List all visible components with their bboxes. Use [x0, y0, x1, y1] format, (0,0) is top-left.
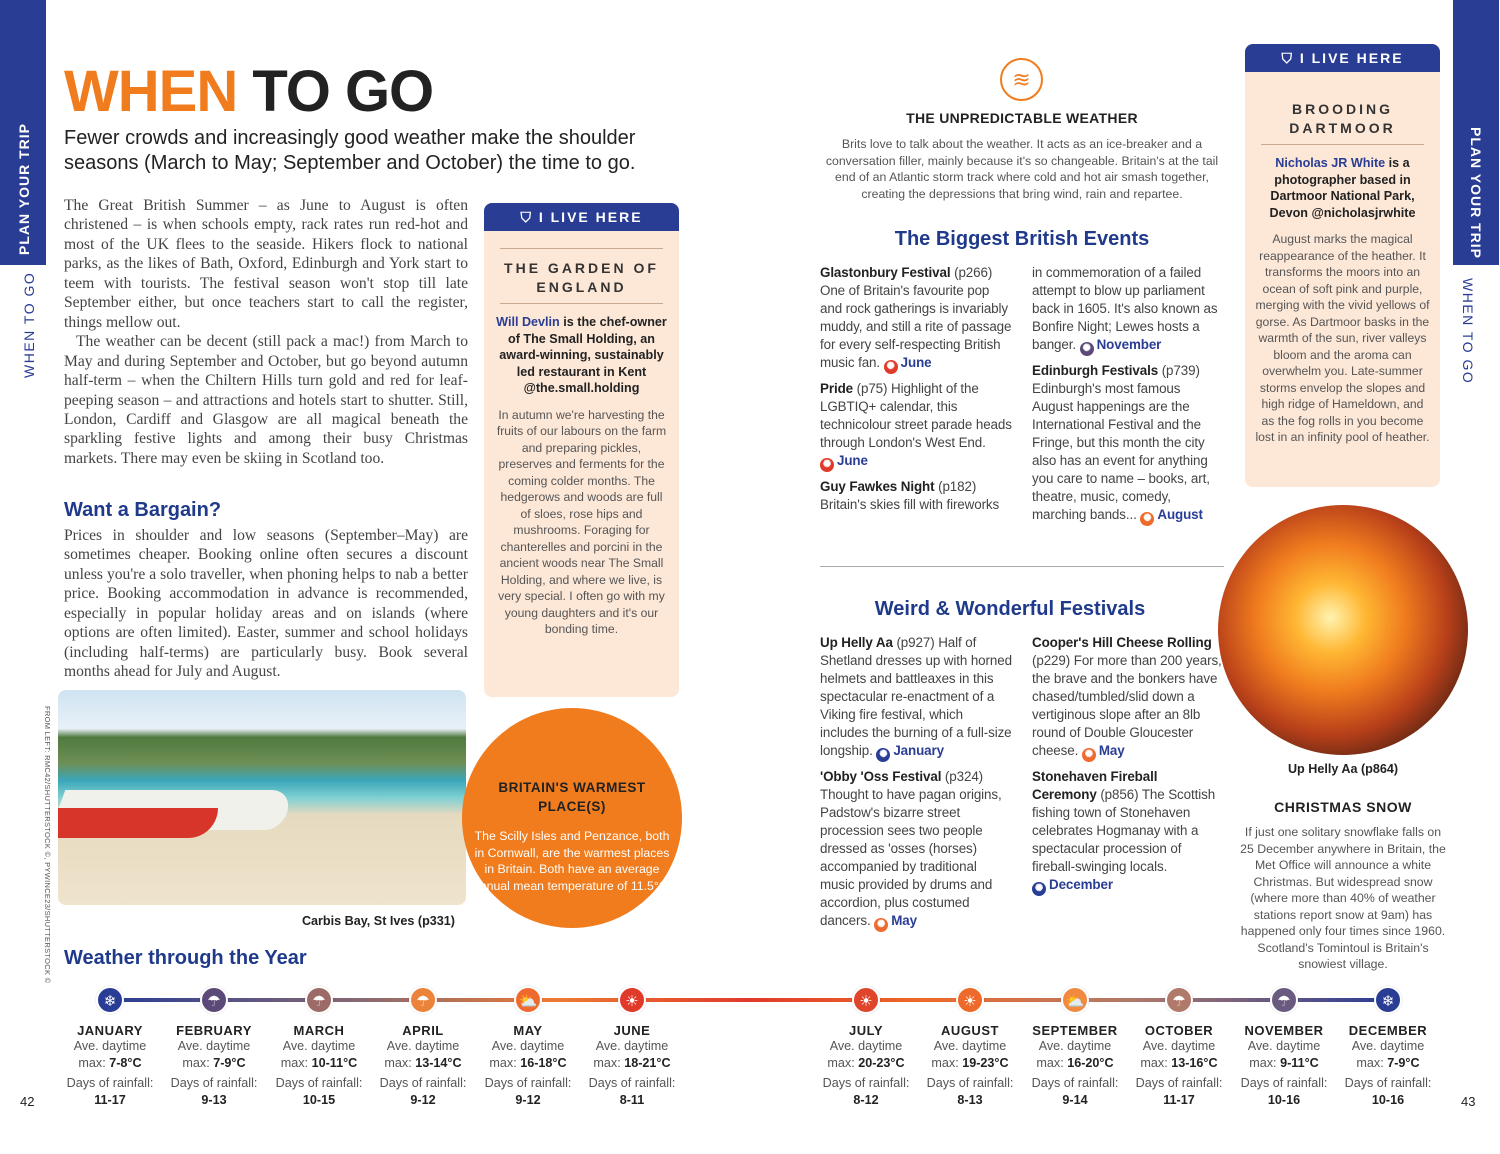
event-page-ref: (p266): [950, 265, 993, 280]
month-icon: ✺: [874, 918, 888, 932]
temp-value: max: 18-21°C: [593, 1055, 671, 1070]
month-icon: ✺: [1140, 512, 1154, 526]
temp-value: max: 9-11°C: [1249, 1055, 1319, 1070]
i-live-here-box-left: [484, 203, 679, 697]
event-text: Half of Shetland dresses up with horned helmets and battleaxes in this spectacular re-enactment of a Viking fire festival, which includes the burning of a full-size longship.: [820, 635, 1012, 758]
section-tab-right: [1453, 0, 1499, 265]
month-february: [159, 986, 269, 1108]
weather-heading: Weather through the Year: [64, 947, 307, 969]
temp-label: Ave. daytime: [1351, 1039, 1425, 1053]
event-text: The Scottish fishing town of Stonehaven celebrates Hogmanay with a spectacular procession of fireball-swinging locals.: [1032, 787, 1216, 874]
box-text: In autumn we're harvesting the fruits of our labours on the farm and preparing pickles, preserves and ferments for the coming colder months. The hedgerows and woods are full of sloes, rose hips and mushrooms. Foraging for chanterelles and porcini in the ancient woods near The Small Holding, and where we live, is very special. I often go with my young daughters and it's our bonding time.: [496, 407, 667, 636]
box-title: BROODING DARTMOOR: [1261, 100, 1424, 145]
snowflake-icon: ❄: [1374, 986, 1402, 1014]
month-october: [1124, 986, 1234, 1108]
box-text: August marks the magical reappearance of the heather. It transforms the moors into an ocean of soft pink and purple, merging with the vivid yellows of gorse. As Dartmoor basks in the warmth of the sun, river valleys bloom and the aroma can overwhelm you. Late-summer storms envelop the slopes and high ridge of Hameldown, and as the fog rolls in you become lost in an infinity pool of heather.: [1255, 232, 1430, 444]
event-page-ref: (p182): [934, 479, 977, 494]
warmest-text: The Scilly Isles and Penzance, both in Cornwall, are the warmest places in Britain. Both have an average annual mean temperature of 11.5°C.: [472, 829, 672, 893]
event-month: January: [893, 743, 944, 758]
month-name: APRIL: [402, 1023, 444, 1038]
month-january: [55, 986, 165, 1108]
rain-label: Days of rainfall:: [822, 1076, 910, 1090]
month-name: JANUARY: [77, 1023, 143, 1038]
temp-value: max: 7-8°C: [78, 1055, 142, 1070]
festivals-heading: Weird & Wonderful Festivals: [874, 598, 1146, 620]
month-april: [368, 986, 478, 1108]
rain-value: 8-13: [957, 1092, 983, 1107]
event-name: Stonehaven Fireball Ceremony: [1032, 769, 1158, 802]
event-month: June: [837, 453, 868, 468]
box-bio: Will Devlin is the chef-owner of The Small Holding, an award-winning, sustainably led restaurant in Kent @the.small.holding: [496, 315, 667, 395]
sun-icon: ☀: [956, 986, 984, 1014]
events-list: [820, 264, 1224, 534]
month-name: MARCH: [293, 1023, 345, 1038]
rain-value: 9-14: [1062, 1092, 1088, 1107]
event-item: [820, 380, 1012, 472]
event-item: [1032, 768, 1224, 896]
rain-value: 11-17: [94, 1092, 126, 1107]
temp-value: max: 13-14°C: [384, 1055, 462, 1070]
month-march: [264, 986, 374, 1108]
event-page-ref: (p739): [1158, 363, 1200, 378]
event-text: Highlight of the LGBTIQ+ calendar, this technicolour street parade heads through London's West End.: [820, 381, 1012, 450]
rain-cloud-icon: ☂: [305, 986, 333, 1014]
festivals-list: [820, 634, 1224, 954]
event-month: August: [1157, 507, 1203, 522]
rain-value: 10-16: [1371, 1092, 1405, 1107]
month-icon: ✺: [1080, 342, 1094, 356]
event-name: Glastonbury Festival: [820, 265, 951, 280]
rain-value: 8-12: [853, 1092, 879, 1107]
temp-label: Ave. daytime: [933, 1039, 1007, 1053]
wind-icon: ≋: [1000, 58, 1043, 101]
month-september: [1020, 986, 1130, 1108]
temp-label: Ave. daytime: [73, 1039, 147, 1053]
month-december: [1333, 986, 1443, 1108]
temp-label: Ave. daytime: [1142, 1039, 1216, 1053]
chapter-label-right: WHEN TO GO: [1460, 278, 1476, 385]
event-page-ref: (p856): [1096, 787, 1142, 802]
fire-caption: Up Helly Aa (p864): [1287, 762, 1399, 776]
bargain-heading: Want a Bargain?: [64, 499, 222, 521]
temp-label: Ave. daytime: [282, 1039, 356, 1053]
event-text: Thought to have pagan origins, Padstow's bizarre street procession sees two people dressed as 'osses (horses) accompanied by traditional music provided by drums and accordion, plus costumed dancers.: [820, 787, 1002, 928]
event-month: May: [1098, 743, 1125, 758]
event-month: June: [900, 355, 932, 370]
bargain-text: Prices in shoulder and low seasons (September–May) are sometimes cheaper. Booking online often secures a discount unless you're a solo traveller, when phoning helps to nab a better price. Booking accommodation in advance is recommended, especially in popular holiday areas and on islands (where options are often limited). Easter, summer and school holidays (including half-terms) are particularly busy. Book several months ahead for July and August.: [64, 527, 468, 681]
fire-festival-photo: [1218, 505, 1468, 755]
intro-text: The Great British Summer – as June to August is often christened – is when schools empty, rack rates run red-hot and most of the UK flees to the seaside. Hikers flock to national parks, as the likes of Bath, Oxford, Edinburgh and York start to teem with tourists. The festival season won't stop till late September either, but once teachers start to call the register, things mellow out. The weather can be decent (still pack a mac!) from March to May and during September and October, but go beyond autumn half-term – when the Chiltern Hills turn gold and red for leaf-peeping season – and attractions and hotels start to shutter. Still, London, Cardiff and Glasgow are all magical beneath the sparkling festive lights and among their busy Christmas markets. There may even be skiing in Scotland too.: [64, 197, 468, 467]
month-icon: ✺: [1032, 882, 1046, 896]
unpredictable-text: Brits love to talk about the weather. It acts as an ice-breaker and a conversation filler, mainly because it's so changeable. Britain's at the tail end of an Atlantic storm track where cold and hot air smash together, creating the depressions that bring wind, rain and repartee.: [825, 137, 1219, 201]
temp-value: max: 20-23°C: [827, 1055, 905, 1070]
rain-label: Days of rainfall:: [1135, 1076, 1223, 1090]
warmest-place-circle: [462, 708, 682, 928]
rain-cloud-icon: ☂: [1270, 986, 1298, 1014]
rain-label: Days of rainfall:: [170, 1076, 258, 1090]
month-name: FEBRUARY: [176, 1023, 252, 1038]
month-june: [577, 986, 687, 1108]
rain-value: 10-15: [302, 1092, 336, 1107]
beach-caption: Carbis Bay, St Ives (p331): [301, 914, 455, 928]
location-pin-icon: ⛉: [520, 209, 539, 225]
beach-photo: [58, 690, 466, 905]
events-heading: The Biggest British Events: [894, 228, 1150, 250]
rain-label: Days of rainfall:: [1240, 1076, 1328, 1090]
temp-label: Ave. daytime: [1038, 1039, 1112, 1053]
event-item: [820, 634, 1012, 762]
location-pin-icon: ⛉: [1281, 50, 1300, 66]
temp-value: max: 13-16°C: [1140, 1055, 1218, 1070]
event-name: Edinburgh Festivals: [1032, 363, 1159, 378]
month-icon: ✺: [884, 360, 898, 374]
chapter-label-left: WHEN TO GO: [21, 271, 37, 378]
rain-value: 10-16: [1267, 1092, 1301, 1107]
event-name: Up Helly Aa: [820, 635, 893, 650]
temp-label: Ave. daytime: [595, 1039, 669, 1053]
divider: [820, 566, 1224, 567]
event-name: 'Obby 'Oss Festival: [820, 769, 942, 784]
rain-value: 11-17: [1163, 1092, 1195, 1107]
event-name: Guy Fawkes Night: [820, 479, 935, 494]
event-item: [1032, 362, 1224, 526]
unpredictable-title: THE UNPREDICTABLE WEATHER: [906, 110, 1138, 126]
month-name: NOVEMBER: [1244, 1023, 1324, 1038]
page-number-right: 43: [1461, 1094, 1476, 1109]
rain-label: Days of rainfall:: [275, 1076, 363, 1090]
event-name: Pride: [820, 381, 853, 396]
sun-cloud-icon: ⛅: [514, 986, 542, 1014]
temp-value: max: 16-20°C: [1036, 1055, 1114, 1070]
rain-label: Days of rainfall:: [1344, 1076, 1432, 1090]
rain-cloud-icon: ☂: [1165, 986, 1193, 1014]
i-live-here-box-right: [1245, 44, 1440, 487]
rain-label: Days of rainfall:: [379, 1076, 467, 1090]
rain-value: 9-12: [515, 1092, 541, 1107]
subtitle: Fewer crowds and increasingly good weather make the shoulder seasons (March to May; September and October) the time to go.: [64, 127, 636, 174]
month-name: MAY: [513, 1023, 543, 1038]
month-july: [811, 986, 921, 1108]
event-item: [820, 768, 1012, 932]
photo-credit: FROM LEFT: RMC42/SHUTTERSTOCK ©, PYWINCE23/SHUTTERSTOCK ©: [43, 706, 52, 984]
temp-value: max: 16-18°C: [489, 1055, 567, 1070]
section-label-right: PLAN YOUR TRIP: [1468, 127, 1484, 259]
event-page-ref: (p324): [941, 769, 984, 784]
temp-label: Ave. daytime: [1247, 1039, 1321, 1053]
snow-text: If just one solitary snowflake falls on 25 December anywhere in Britain, the Met Office will announce a white Christmas. But widespread snow (where more than 40% of weather stations report snow at 9am) has happened only four times since 1960. Scotland's Tomintoul is Britain's snowiest village.: [1240, 825, 1446, 971]
i-live-here-header: ⛉ I LIVE HERE: [1245, 44, 1440, 72]
rain-label: Days of rainfall:: [1031, 1076, 1119, 1090]
event-page-ref: (p229): [1032, 653, 1074, 668]
event-month: May: [891, 913, 917, 928]
month-name: DECEMBER: [1348, 1023, 1428, 1038]
month-name: OCTOBER: [1144, 1023, 1214, 1038]
event-item: [1032, 634, 1224, 762]
event-text: Britain's skies fill with fireworks in commemoration of a failed attempt to blow up parliament back in 1605. It's also known as Bonfire Night; Lewes hosts a banger.: [820, 265, 1218, 512]
page-title: WHEN TO GO: [64, 59, 434, 124]
month-name: AUGUST: [941, 1023, 999, 1038]
month-name: JUNE: [613, 1023, 651, 1038]
rain-label: Days of rainfall:: [926, 1076, 1014, 1090]
month-august: [915, 986, 1025, 1108]
month-november: [1229, 986, 1339, 1108]
temp-value: max: 7-9°C: [1356, 1055, 1420, 1070]
event-text: For more than 200 years, the brave and the bonkers have chased/tumbled/slid down a vertiginous slope after an 8lb round of Double Gloucester cheese.: [1032, 653, 1222, 758]
snow-title: CHRISTMAS SNOW: [1274, 799, 1412, 815]
snowflake-icon: ❄: [96, 986, 124, 1014]
rain-value: 9-13: [201, 1092, 227, 1107]
sun-icon: ☀: [852, 986, 880, 1014]
rain-value: 9-12: [410, 1092, 436, 1107]
rain-label: Days of rainfall:: [484, 1076, 572, 1090]
sun-icon: ☀: [618, 986, 646, 1014]
rain-cloud-icon: ☂: [200, 986, 228, 1014]
temp-label: Ave. daytime: [829, 1039, 903, 1053]
event-name: Cooper's Hill Cheese Rolling: [1032, 635, 1212, 650]
section-label: PLAN YOUR TRIP: [16, 123, 32, 255]
event-item: [820, 264, 1012, 374]
month-name: JULY: [848, 1023, 884, 1038]
warmest-title: BRITAIN'S WARMEST PLACE(S): [498, 780, 646, 814]
temp-label: Ave. daytime: [491, 1039, 565, 1053]
temp-value: max: 7-9°C: [182, 1055, 246, 1070]
temp-label: Ave. daytime: [177, 1039, 251, 1053]
event-month: November: [1096, 337, 1162, 352]
month-icon: ✺: [1082, 748, 1096, 762]
month-icon: ✺: [876, 748, 890, 762]
month-name: SEPTEMBER: [1032, 1023, 1118, 1038]
sun-cloud-icon: ⛅: [1061, 986, 1089, 1014]
box-title: THE GARDEN OF ENGLAND: [500, 248, 663, 304]
boat-hull: [58, 808, 218, 838]
box-bio: Nicholas JR White is a photographer based in Dartmoor National Park, Devon @nicholasjrwhite: [1269, 156, 1416, 220]
event-text: One of Britain's favourite pop and rock gatherings is invariably muddy, and still a rite of passage for every self-respecting British music fan.: [820, 283, 1012, 370]
event-text: Edinburgh's most famous August happenings are the International Festival and the Fringe, but this month the city also has an event for anything you care to name – books, art, theatre, music, comedy, marching bands...: [1032, 381, 1210, 522]
rain-label: Days of rainfall:: [66, 1076, 154, 1090]
i-live-here-header: ⛉ I LIVE HERE: [484, 203, 679, 231]
event-month: December: [1049, 877, 1113, 892]
temp-value: max: 19-23°C: [931, 1055, 1009, 1070]
month-icon: ✺: [820, 458, 834, 472]
event-page-ref: (p927): [892, 635, 939, 650]
temp-label: Ave. daytime: [386, 1039, 460, 1053]
rain-cloud-icon: ☂: [409, 986, 437, 1014]
temp-value: max: 10-11°C: [280, 1055, 358, 1070]
rain-label: Days of rainfall:: [588, 1076, 676, 1090]
month-may: [473, 986, 583, 1108]
rain-value: 8-11: [619, 1092, 645, 1107]
page-number-left: 42: [20, 1094, 35, 1109]
section-tab-left: [0, 0, 46, 265]
event-page-ref: (p75): [853, 381, 892, 396]
